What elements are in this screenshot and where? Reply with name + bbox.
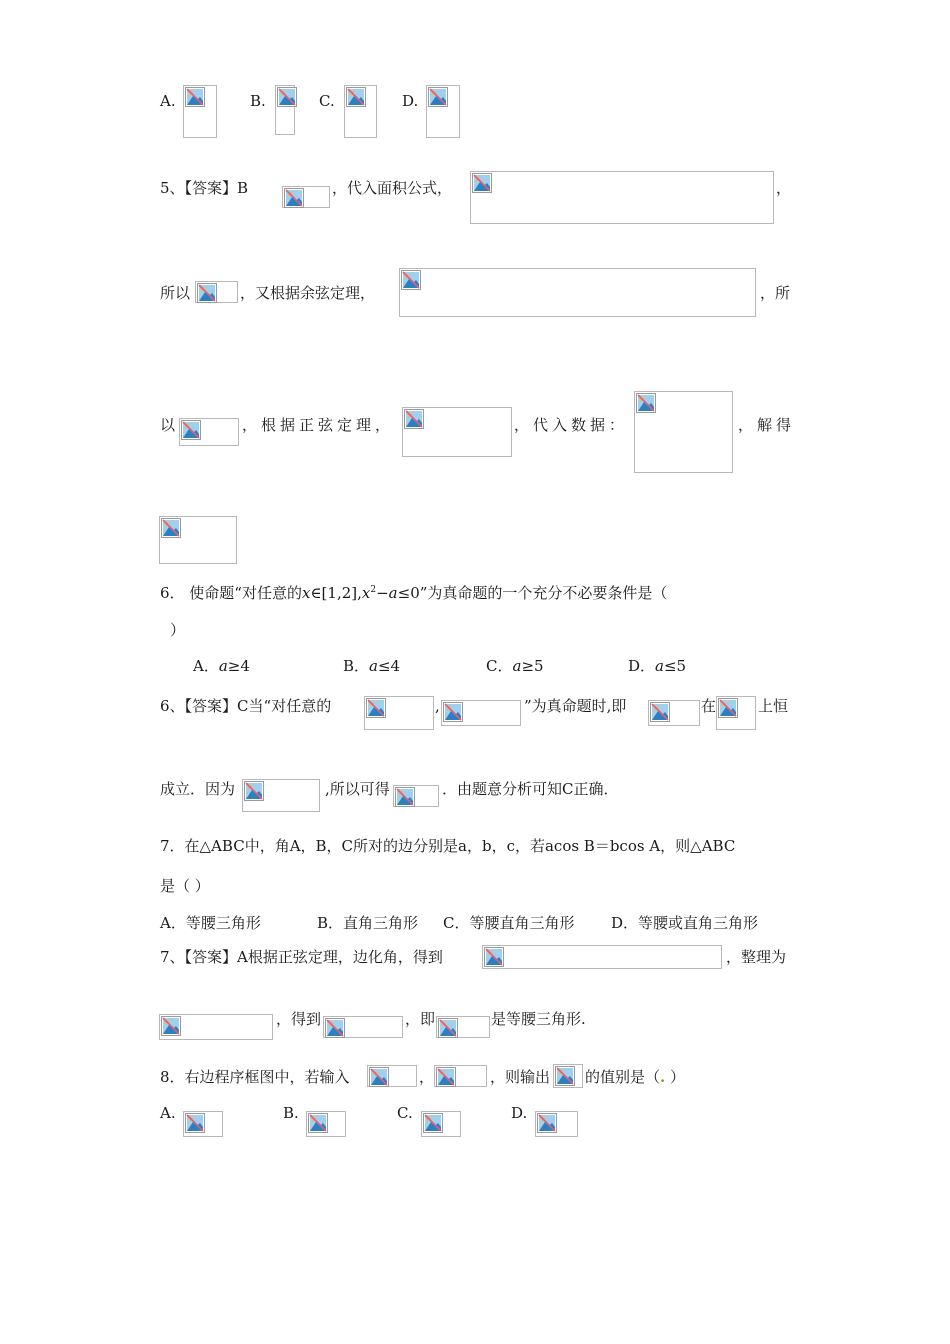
- q8-option-b-label: B.: [283, 1104, 299, 1122]
- formula-image: [183, 1111, 223, 1137]
- q7-option-a: A．等腰三角形: [160, 914, 261, 932]
- a5-text: 以: [160, 416, 176, 434]
- broken-image-icon: [472, 173, 492, 193]
- broken-image-icon: [636, 393, 656, 413]
- formula-image: [634, 391, 733, 473]
- broken-image-icon: [366, 698, 386, 718]
- q4-option-c-label: C.: [319, 92, 335, 110]
- broken-image-icon: [423, 1113, 443, 1133]
- formula-image: [159, 516, 237, 564]
- q6-option-c: C．a≥5: [486, 657, 544, 675]
- formula-image: [179, 418, 239, 446]
- a5-text: ，代入面积公式，: [332, 179, 453, 197]
- broken-image-icon: [484, 947, 504, 967]
- broken-image-icon: [438, 1018, 458, 1038]
- formula-image: [482, 945, 722, 969]
- a7-text: 是等腰三角形.: [491, 1010, 586, 1028]
- formula-image: [344, 85, 377, 138]
- broken-image-icon: [401, 270, 421, 290]
- a7-text: ，即: [405, 1010, 436, 1028]
- broken-image-icon: [185, 1113, 205, 1133]
- q6-stem: 6． 使命题“对任意的$x\in[1,2],x^2-a\le 0$”为真命题的一个充分不必要条件是（: [160, 584, 668, 602]
- formula-image: [470, 171, 774, 224]
- formula-image: [282, 186, 330, 208]
- formula-image: [421, 1111, 461, 1137]
- q7-option-c: C．等腰直角三角形: [443, 914, 575, 932]
- formula-image: [434, 1065, 487, 1087]
- a6-text: ,所以可得: [325, 780, 390, 798]
- q7-stem: 7．在△ABC中，角A，B，C所对的边分别是a，b，c，若acos B＝bcos A，则△ABC: [160, 837, 736, 855]
- formula-image: [195, 281, 238, 303]
- q8-option-c-label: C.: [397, 1104, 413, 1122]
- broken-image-icon: [277, 87, 297, 107]
- q8-option-a-label: A.: [160, 1104, 176, 1122]
- q4-option-a-label: A.: [160, 92, 176, 110]
- q7-stem: 是（ ）: [160, 877, 210, 895]
- a6-text: 成立．因为: [160, 780, 236, 798]
- q6-option-a: A．a≥4: [193, 657, 250, 675]
- formula-image: [553, 1064, 583, 1088]
- broken-image-icon: [443, 702, 463, 722]
- q7-option-d: D．等腰或直角三角形: [611, 914, 759, 932]
- formula-image: [306, 1111, 346, 1137]
- a5-text: ，解得: [738, 416, 796, 434]
- formula-image: [426, 85, 460, 138]
- q4-option-b-label: B.: [250, 92, 266, 110]
- a5-text: 所以: [160, 284, 191, 302]
- broken-image-icon: [346, 87, 366, 107]
- broken-image-icon: [244, 781, 264, 801]
- broken-image-icon: [161, 518, 181, 538]
- a6-text: 在: [701, 697, 717, 715]
- formula-image: [364, 696, 434, 730]
- broken-image-icon: [369, 1067, 389, 1087]
- a6-text: ．由题意分析可知C正确．: [442, 780, 619, 798]
- a6-text: 6、【答案】C当“对任意的: [160, 697, 332, 715]
- a7-text: 7、【答案】A根据正弦定理，边化角，得到: [160, 948, 443, 966]
- broken-image-icon: [537, 1113, 557, 1133]
- q8-stem: ，: [419, 1068, 435, 1086]
- q8-stem: ，则输出: [490, 1068, 551, 1086]
- broken-image-icon: [650, 702, 670, 722]
- formula-image: [402, 407, 512, 457]
- broken-image-icon: [284, 188, 304, 208]
- q8-stem: 8．右边程序框图中，若输入: [160, 1068, 350, 1086]
- a5-text: ，: [776, 179, 792, 197]
- a5-text: ，又根据余弦定理，: [240, 284, 376, 302]
- a5-text: ，根据正弦定理，: [242, 416, 395, 434]
- broken-image-icon: [555, 1066, 575, 1086]
- broken-image-icon: [308, 1113, 328, 1133]
- broken-image-icon: [428, 87, 448, 107]
- a5-text: ，代入数据：: [514, 416, 629, 434]
- formula-image: [183, 85, 217, 138]
- formula-image: [159, 1014, 273, 1040]
- broken-image-icon: [185, 87, 205, 107]
- formula-image: [535, 1111, 578, 1137]
- formula-image: [393, 785, 439, 807]
- q4-option-d-label: D.: [402, 92, 419, 110]
- formula-image: [441, 700, 521, 726]
- broken-image-icon: [395, 787, 415, 807]
- broken-image-icon: [436, 1067, 456, 1087]
- q6-option-b: B．a≤4: [343, 657, 401, 675]
- formula-image: [648, 700, 700, 726]
- formula-image: [716, 696, 756, 730]
- formula-image: [242, 779, 320, 812]
- broken-image-icon: [718, 698, 738, 718]
- a7-text: ，整理为: [726, 948, 787, 966]
- formula-image: [367, 1065, 417, 1087]
- q6-option-d: D．a≤5: [628, 657, 687, 675]
- a6-text: ,: [435, 697, 440, 715]
- formula-image: [323, 1016, 403, 1038]
- broken-image-icon: [181, 420, 201, 440]
- a5-text: ，所: [760, 284, 791, 302]
- broken-image-icon: [197, 283, 217, 303]
- q7-option-b: B．直角三角形: [317, 914, 419, 932]
- formula-image: [436, 1016, 490, 1038]
- broken-image-icon: [325, 1018, 345, 1038]
- q6-close-paren: ）: [170, 621, 186, 639]
- a5-prefix: 5、【答案】B: [160, 179, 249, 197]
- broken-image-icon: [404, 409, 424, 429]
- q8-stem: 的值别是（. ）: [585, 1068, 686, 1086]
- a7-text: ，得到: [276, 1010, 322, 1028]
- a6-text: ”为真命题时,即: [524, 697, 627, 715]
- q8-option-d-label: D.: [511, 1104, 528, 1122]
- formula-image: [275, 85, 295, 135]
- formula-image: [399, 268, 756, 317]
- a6-text: 上恒: [758, 697, 789, 715]
- broken-image-icon: [161, 1016, 181, 1036]
